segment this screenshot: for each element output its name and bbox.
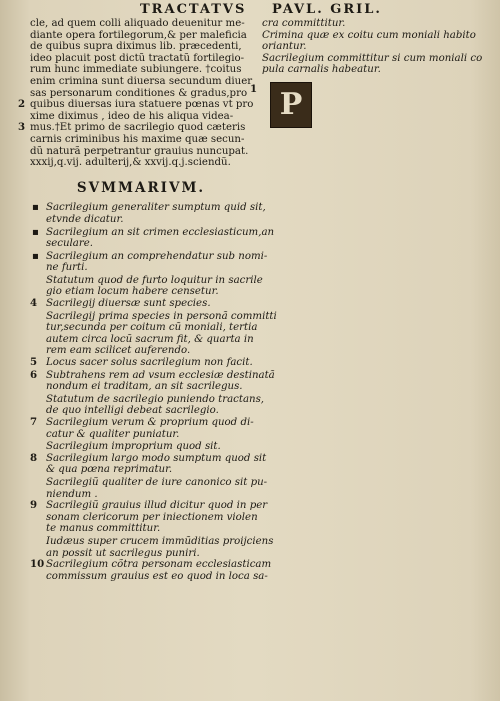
summarium-item-line: te manus committitur.: [46, 523, 161, 535]
intro-line: mus.†Et primo de sacrilegio quod cæteris: [30, 122, 246, 134]
summarium-item-number: 4: [30, 297, 38, 310]
summarium-item-number: 9: [30, 499, 38, 512]
intro-line: de quibus supra diximus lib. præcedenti,: [30, 41, 242, 53]
summarium-note-line: de quo intelligi debeat sacrilegio.: [46, 405, 219, 417]
summarium-note: [30, 476, 268, 500]
left-column: [18, 18, 277, 583]
intro-line: oriantur.: [262, 41, 307, 53]
summarium-note-line: autem circa locũ sacrum fit, & quarta in: [46, 333, 254, 345]
summarium-note-line: gio etiam locum habere censetur.: [46, 286, 219, 298]
intro-line: Crimina quæ ex coitu cum moniali habito: [262, 29, 476, 41]
summarium-item: [30, 417, 252, 440]
summarium-note-line: Sacrilegiũ qualiter de iure canonico sit pu-: [46, 476, 268, 488]
running-header: [0, 2, 500, 18]
summarium-left-list: [30, 201, 277, 582]
summarium-note-line: Sacrilegium improprium quod sit.: [46, 441, 221, 453]
summarium-item-line: Sacrilegiũ grauius illud dicitur quod in per: [46, 500, 268, 512]
bullet-icon: ▪: [32, 201, 39, 214]
header-left: TRACTATVS: [140, 2, 247, 17]
intro-line: ideo placuit post dictũ tractatũ fortilegio-: [30, 52, 245, 64]
summarium-item-line: ne furti.: [46, 262, 88, 274]
summarium-item-line: Sacrilegium cõtra personam ecclesiasticam: [46, 559, 272, 571]
summarium-item-line: & qua pœna reprimatur.: [46, 464, 173, 476]
margin-number: 3: [18, 121, 26, 134]
summarium-item-line: nondum ei traditam, an sit sacrilegus.: [46, 381, 243, 393]
summarium-note-line: Sacrilegij prima species in personã committi: [46, 310, 277, 322]
summarium-item-line: sonam clericorum per iniectionem violen: [46, 511, 258, 523]
summarium-note-line: rem eam scilicet auferendo.: [46, 345, 191, 357]
summarium-item-number: 6: [30, 368, 38, 381]
summarium-item-number: 5: [30, 356, 38, 369]
summarium-item: [30, 201, 266, 225]
summarium-item-line: catur & qualiter puniatur.: [46, 428, 180, 440]
intro-line: enim crimina sunt diuersa secundum diuer: [30, 75, 253, 87]
header-right: PAVL. GRIL.: [272, 2, 382, 17]
summarium-note: [30, 535, 274, 559]
right-column: [250, 18, 483, 123]
summarium-item-line: seculare.: [46, 238, 93, 250]
intro-line: cle, ad quem colli aliquado deuenitur me-: [30, 18, 245, 29]
intro-line: carnis criminibus his maxime quæ secun-: [30, 133, 245, 145]
left-intro-text: [18, 18, 254, 169]
summarium-note-line: niendum .: [46, 488, 98, 500]
intro-line: xime diximus , ideo de his aliqua videa-: [30, 110, 234, 122]
summarium-item-line: Sacrilegium an comprehendatur sub nomi-: [46, 250, 268, 262]
summarium-item: [30, 225, 275, 250]
summarium-note-line: Statutum de sacrilegio puniendo tractans,: [46, 393, 265, 405]
summarium-item: [30, 249, 268, 274]
summarium-item-line: etvnde dicatur.: [46, 213, 124, 225]
summarium-item-number: 10: [30, 558, 45, 571]
intro-line: pula carnalis habeatur.: [262, 64, 381, 76]
summarium-item: [30, 558, 272, 582]
summarium-note: [30, 274, 263, 298]
summarium-note-line: Statutum quod de furto loquitur in sacrile: [46, 274, 263, 286]
intro-line: xxxij,q.vij. adulterij,& xxvij.q.j.sciendũ.: [30, 157, 231, 169]
margin-number: 2: [18, 98, 26, 111]
summarium-item-line: Subtrahens rem ad vsum ecclesiæ destinatã: [46, 369, 275, 381]
summarium-note-line: tur,secunda per coitum cũ moniali, tertia: [46, 322, 258, 334]
summarium-item: [30, 499, 268, 535]
summarium-item-line: Sacrilegij diuersæ sunt species.: [46, 298, 211, 310]
summarium-item: [30, 451, 267, 476]
summarium-note-line: Iudæus super crucem immũditias proijciens: [46, 535, 274, 547]
intro-line: sas personarum conditiones & gradus,pro: [30, 87, 248, 99]
intro-line: diante opera fortilegorum,& per maleficia: [30, 29, 247, 41]
decorated-initial-letter: P: [279, 87, 303, 123]
summarium-item-line: commissum grauius est eo quod in loca sa-: [46, 570, 268, 582]
summarium-item-line: Locus sacer solus sacrilegium non facit.: [46, 357, 253, 369]
intro-line: cra committitur.: [262, 18, 346, 29]
summarium-item-number: 8: [30, 451, 38, 464]
summarium-note-line: an possit ut sacrilegus puniri.: [46, 547, 200, 559]
bullet-icon: ▪: [32, 225, 39, 238]
summarium-item-line: Sacrilegium verum & proprium quod di-: [46, 417, 254, 428]
body-section-number: 1: [250, 82, 258, 95]
summarium-item-line: Sacrilegium an sit crimen ecclesiasticum,an: [46, 226, 275, 238]
intro-line: rum hunc immediate subiungere. †coitus: [30, 64, 242, 76]
summarium-note: [30, 441, 252, 453]
intro-line: Sacrilegium committitur si cum moniali co: [262, 52, 483, 64]
summarium-item-number: 7: [30, 416, 38, 428]
summarium-note: [30, 310, 277, 357]
bullet-icon: ▪: [32, 249, 39, 262]
summarium-item: [30, 368, 275, 393]
summarium-note: [30, 393, 265, 417]
summarium-title: SVMMARIVM.: [76, 179, 206, 196]
summarium-item: [30, 357, 252, 369]
summarium-item: [30, 298, 252, 310]
intro-line: dũ naturã perpetrantur grauius nuncupat.: [30, 145, 249, 157]
summarium-item-line: Sacrilegium generaliter sumptum quid sit,: [46, 202, 266, 214]
intro-line: quibus diuersas iura statuere pœnas vt pro: [30, 99, 254, 111]
decorated-initial: [270, 82, 312, 128]
summarium-item-line: Sacrilegium largo modo sumptum quod sit: [46, 452, 267, 464]
right-intro-text: [262, 18, 483, 76]
